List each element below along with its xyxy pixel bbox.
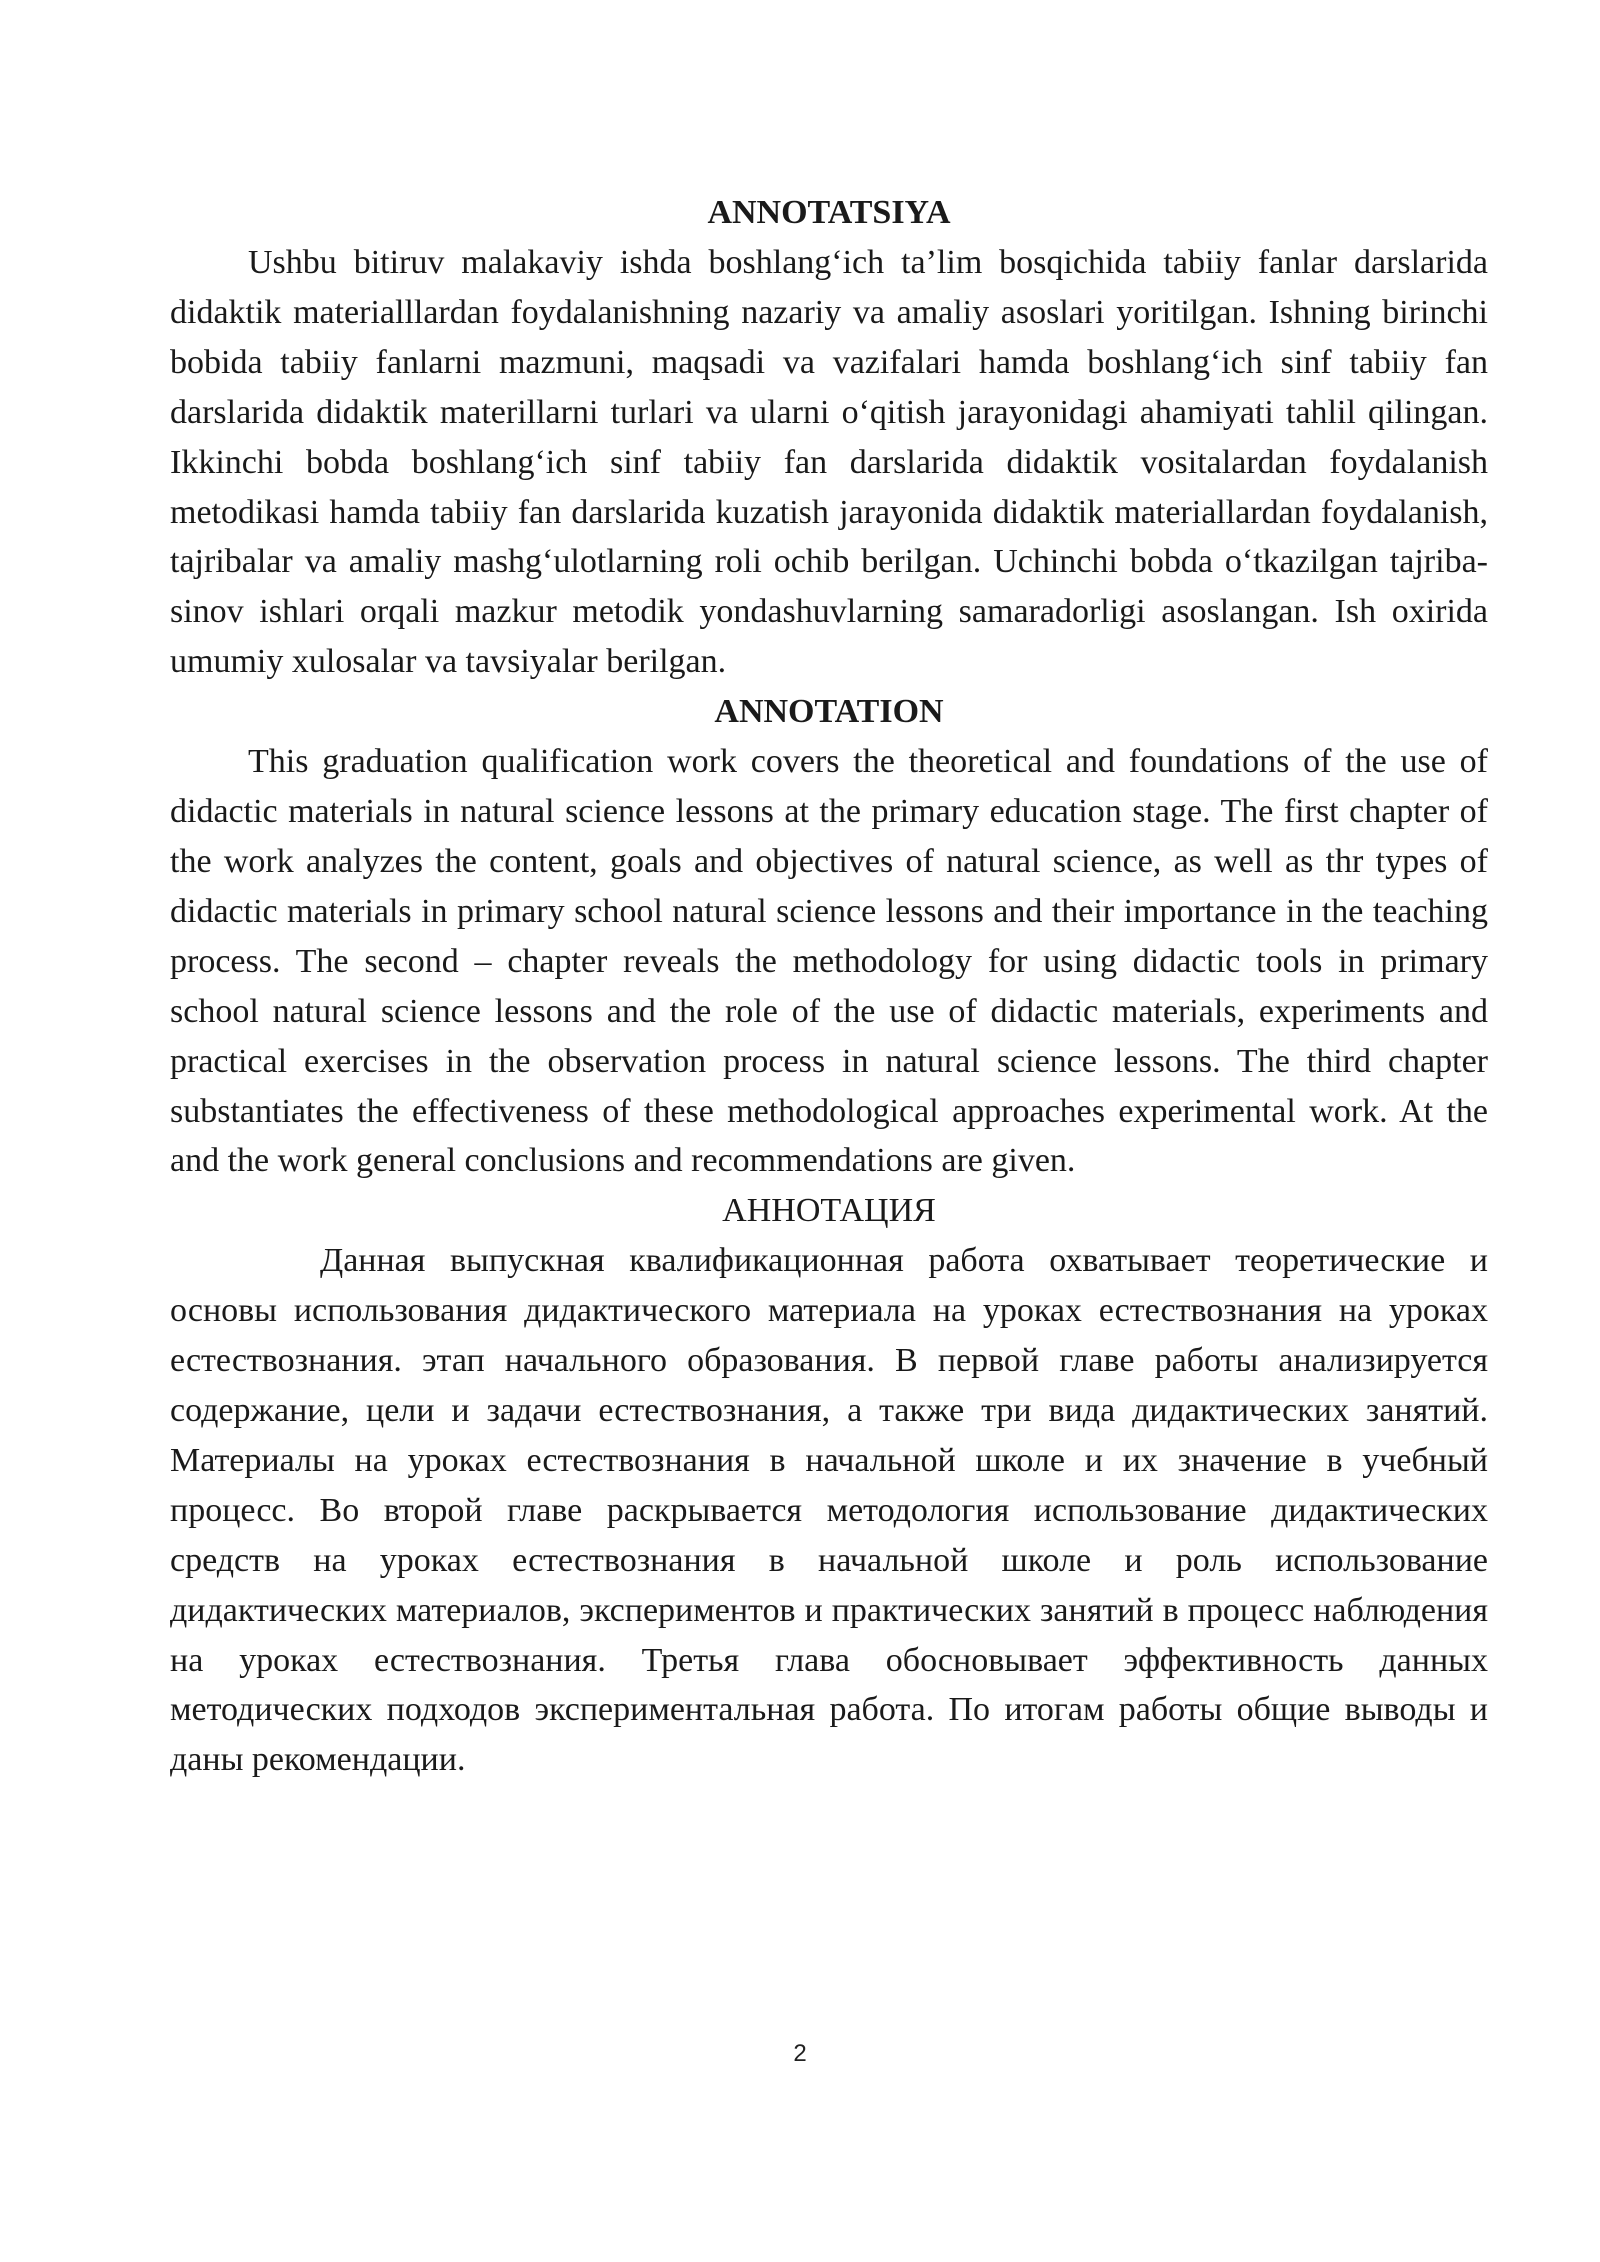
annotation-paragraph-uz: Ushbu bitiruv malakaviy ishda boshlang‘ich ta’lim bosqichida tabiiy fanlar darslarida didaktik materialllardan foydalanishning nazariy va amaliy asoslari yoritilgan. Ishning birinchi bobida tabiiy fanlarni mazmuni, maqsadi va vazifalari hamda boshlang‘ich sinf tabiiy fan darslarida didaktik materillarni turlari va ularni o‘qitish jarayonidagi ahamiyati tahlil qilingan. Ikkinchi bobda boshlang‘ich sinf tabiiy fan darslarida didaktik vositalardan foydalanish metodikasi hamda tabiiy fan darslarida kuzatish jarayonida didaktik materiallardan foydalanish, tajribalar va amaliy mashg‘ulotlarning roli ochib berilgan. Uchinchi bobda o‘tkazilgan tajriba-sinov ishlari orqali mazkur metodik yondashuvlarning samaradorligi asoslangan. Ish oxirida umumiy xulosalar va tavsiyalar berilgan. [170, 244, 1488, 681]
annotation-paragraph-ru: Данная выпускная квалификационная работа охватывает теоретические и основы использования дидактического материала на уроках естествознания на уроках естествознания. этап начального образования. В первой главе работы анализируется содержание, цели и задачи естествознания, а также три вида дидактических занятий. Материалы на уроках естествознания в начальной школе и их значение в учебный процесс. Во второй главе раскрывается методология использование дидактических средств на уроках естествознания в начальной школе и роль использование дидактических материалов, экспериментов и практических занятий в процесс наблюдения на уроках естествознания. Третья глава обосновывает эффективность данных методических подходов экспериментальная работа. По итогам работы общие выводы и даны рекомендации. [170, 1242, 1488, 1779]
annotation-heading-ru: АННОТАЦИЯ [722, 1192, 936, 1230]
document-page [170, 188, 1488, 1785]
annotation-heading-en: ANNOTATION [714, 693, 944, 731]
annotation-heading-uz: ANNOTATSIYA [707, 194, 951, 231]
page-number: 2 [793, 2040, 807, 2067]
annotation-paragraph-en: This graduation qualification work covers the theoretical and foundations of the use of didactic materials in natural science lessons at the primary education stage. The first chapter of the work analyzes the content, goals and objectives of natural science, as well as thr types of didactic materials in primary school natural science lessons and their importance in the teaching process. The second – chapter reveals the methodology for using didactic tools in primary school natural science lessons and the role of the use of didactic materials, experiments and practical exercises in the observation process in natural science lessons. The third chapter substantiates the effectiveness of these methodological approaches experimental work. At the and the work general conclusions and recommendations are given. [170, 743, 1488, 1180]
